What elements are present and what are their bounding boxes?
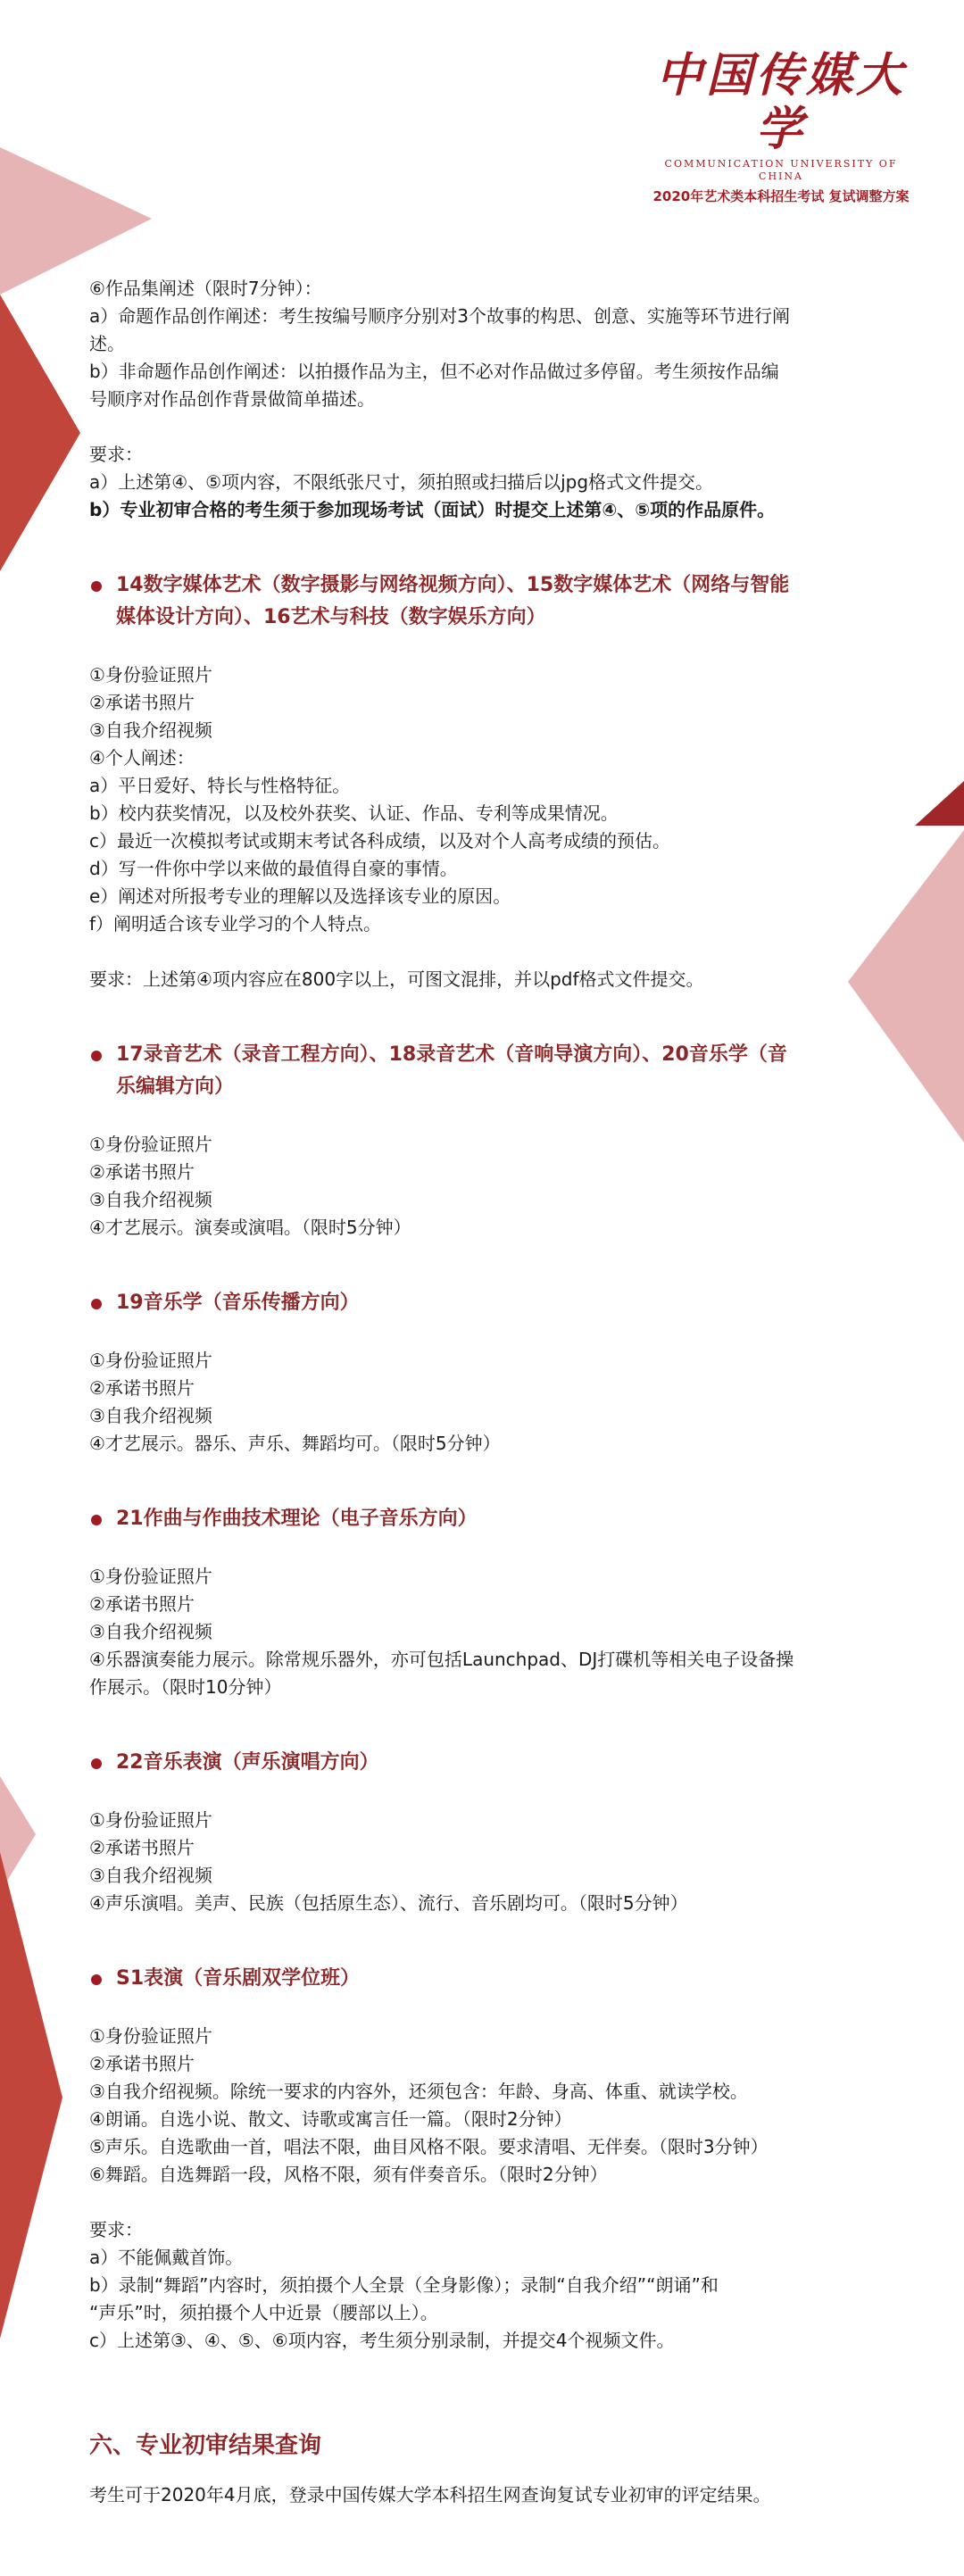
portfolio-line: 述。 — [89, 333, 125, 354]
major-section — [89, 569, 866, 1039]
requirement-line: “声乐”时，须拍摄个人中近景（腰部以上）。 — [89, 2302, 438, 2323]
list-item: ①身份验证照片 — [89, 1809, 212, 1831]
list-item: ⑥舞蹈。自选舞蹈一段，风格不限，须有伴奏音乐。（限时2分钟） — [89, 2164, 608, 2185]
list-item: e）阐述对所报考专业的理解以及选择该专业的原因。 — [89, 885, 511, 907]
requirement-line: 要求：上述第④项内容应在800字以上，可图文混排，并以pdf格式文件提交。 — [89, 968, 704, 990]
right-small-dark-triangle — [915, 781, 964, 826]
list-item: c）最近一次模拟考试或期末考试各科成绩，以及对个人高考成绩的预估。 — [89, 830, 670, 852]
list-item: ④乐器演奏能力展示。除常规乐器外，亦可包括Launchpad、DJ打碟机等相关电子设备操 — [89, 1649, 794, 1670]
major-section — [89, 1747, 866, 1963]
bullet-icon — [91, 581, 102, 592]
list-item: ①身份验证照片 — [89, 1350, 212, 1371]
list-item: ②承诺书照片 — [89, 1837, 195, 1858]
list-item: 作展示。（限时10分钟） — [89, 1676, 282, 1698]
portfolio-block — [89, 275, 866, 524]
list-item: ③自我介绍视频 — [89, 1865, 212, 1886]
major-section — [89, 1287, 866, 1503]
list-item: ③自我介绍视频 — [89, 1189, 212, 1210]
portfolio-line: ⑥作品集阐述（限时7分钟）： — [89, 278, 322, 299]
left-dark-triangle-top — [0, 295, 80, 571]
list-item: ②承诺书照片 — [89, 1377, 195, 1399]
section-heading-line: 乐编辑方向） — [116, 1076, 235, 1098]
list-item: ④朗诵。自选小说、散文、诗歌或寓言任一篇。（限时2分钟） — [89, 2108, 572, 2130]
requirement-b: b）专业初审合格的考生须于参加现场考试（面试）时提交上述第④、⑤项的作品原件。 — [89, 499, 776, 520]
major-sections — [89, 569, 866, 2400]
requirement-a: a）上述第④、⑤项内容，不限纸张尺寸，须拍照或扫描后以jpg格式文件提交。 — [89, 471, 714, 493]
bullet-icon — [91, 1515, 102, 1525]
section-heading-line: 17录音艺术（录音工程方向）、18录音艺术（音响导演方向）、20音乐学（音 — [116, 1043, 787, 1066]
list-item: ②承诺书照片 — [89, 2053, 195, 2074]
portfolio-line: b）非命题作品创作阐述：以拍摄作品为主，但不必对作品做过多停留。考生须按作品编 — [89, 361, 779, 382]
list-item: ④才艺展示。演奏或演唱。（限时5分钟） — [89, 1217, 411, 1238]
result-section — [89, 2428, 866, 2509]
portfolio-line: a）命题作品创作阐述：考生按编号顺序分别对3个故事的构思、创意、实施等环节进行阐 — [89, 305, 790, 327]
list-item: ①身份验证照片 — [89, 1134, 212, 1155]
list-item: ②承诺书照片 — [89, 1593, 195, 1615]
page-header — [647, 49, 915, 206]
top-left-light-triangle — [0, 147, 152, 295]
list-item: b）校内获奖情况，以及校外获奖、认证、作品、专利等成果情况。 — [89, 802, 619, 824]
list-item: ③自我介绍视频 — [89, 1621, 212, 1642]
bullet-icon — [91, 1758, 102, 1769]
plan-subtitle: 2020年艺术类本科招生考试 复试调整方案 — [652, 188, 910, 204]
section-heading-line: 14数字媒体艺术（数字摄影与网络视频方向）、15数字媒体艺术（网络与智能 — [116, 574, 790, 596]
list-item: d）写一件你中学以来做的最值得自豪的事情。 — [89, 858, 458, 879]
result-text: 考生可于2020年4月底，登录中国传媒大学本科招生网查询复试专业初审的评定结果。 — [89, 2484, 771, 2505]
requirement-line: a）不能佩戴首饰。 — [89, 2247, 244, 2268]
result-heading: 六、专业初审结果查询 — [89, 2432, 322, 2459]
bullet-icon — [91, 1299, 102, 1309]
section-heading-line: 22音乐表演（声乐演唱方向） — [116, 1751, 379, 1774]
section-heading — [89, 1963, 866, 1995]
portfolio-line: 号顺序对作品创作背景做简单描述。 — [89, 388, 375, 410]
list-item: ②承诺书照片 — [89, 692, 195, 713]
university-name-en: COMMUNICATION UNIVERSITY OF CHINA — [664, 158, 898, 182]
list-item: ④才艺展示。器乐、声乐、舞蹈均可。（限时5分钟） — [89, 1433, 501, 1454]
section-heading — [89, 569, 866, 634]
major-section — [89, 1963, 866, 2400]
requirement-line: b）录制“舞蹈”内容时，须拍摄个人全景（全身影像）；录制“自我介绍”“朗诵”和 — [89, 2274, 719, 2296]
list-item: ①身份验证照片 — [89, 1566, 212, 1587]
main-content — [89, 275, 866, 2509]
list-item: ⑤声乐。自选歌曲一首，唱法不限，曲目风格不限。要求清唱、无伴奏。（限时3分钟） — [89, 2136, 769, 2157]
list-item: ②承诺书照片 — [89, 1161, 195, 1183]
section-heading-line: 媒体设计方向）、16艺术与科技（数字娱乐方向） — [116, 606, 546, 628]
section-heading — [89, 1503, 866, 1535]
section-heading — [89, 1287, 866, 1319]
list-item: ④声乐演唱。美声、民族（包括原生态）、流行、音乐剧均可。（限时5分钟） — [89, 1892, 688, 1914]
university-logo: 中国传媒大学 — [655, 48, 906, 156]
requirement-label: 要求： — [89, 444, 143, 465]
requirement-line: 要求： — [89, 2219, 143, 2240]
section-heading-line: 19音乐学（音乐传播方向） — [116, 1292, 360, 1314]
section-heading — [89, 1039, 866, 1103]
list-item: ③自我介绍视频。除统一要求的内容外，还须包含：年龄、身高、体重、就读学校。 — [89, 2081, 748, 2102]
list-item: ④个人阐述： — [89, 747, 195, 769]
bullet-icon — [91, 1051, 102, 1061]
major-section — [89, 1039, 866, 1287]
list-item: ③自我介绍视频 — [89, 1405, 212, 1426]
list-item: ①身份验证照片 — [89, 664, 212, 686]
left-dark-triangle-bottom — [0, 1852, 62, 2339]
requirement-line: c）上述第③、④、⑤、⑥项内容，考生须分别录制，并提交4个视频文件。 — [89, 2330, 675, 2351]
list-item: a）平日爱好、特长与性格特征。 — [89, 775, 351, 796]
section-heading-line: 21作曲与作曲技术理论（电子音乐方向） — [116, 1508, 478, 1530]
section-heading — [89, 1747, 866, 1779]
major-section — [89, 1503, 866, 1747]
list-item: ①身份验证照片 — [89, 2025, 212, 2047]
list-item: f）阐明适合该专业学习的个人特点。 — [89, 913, 382, 935]
bullet-icon — [91, 1974, 102, 1985]
section-heading-line: S1表演（音乐剧双学位班） — [116, 1967, 361, 1990]
list-item: ③自我介绍视频 — [89, 719, 212, 741]
